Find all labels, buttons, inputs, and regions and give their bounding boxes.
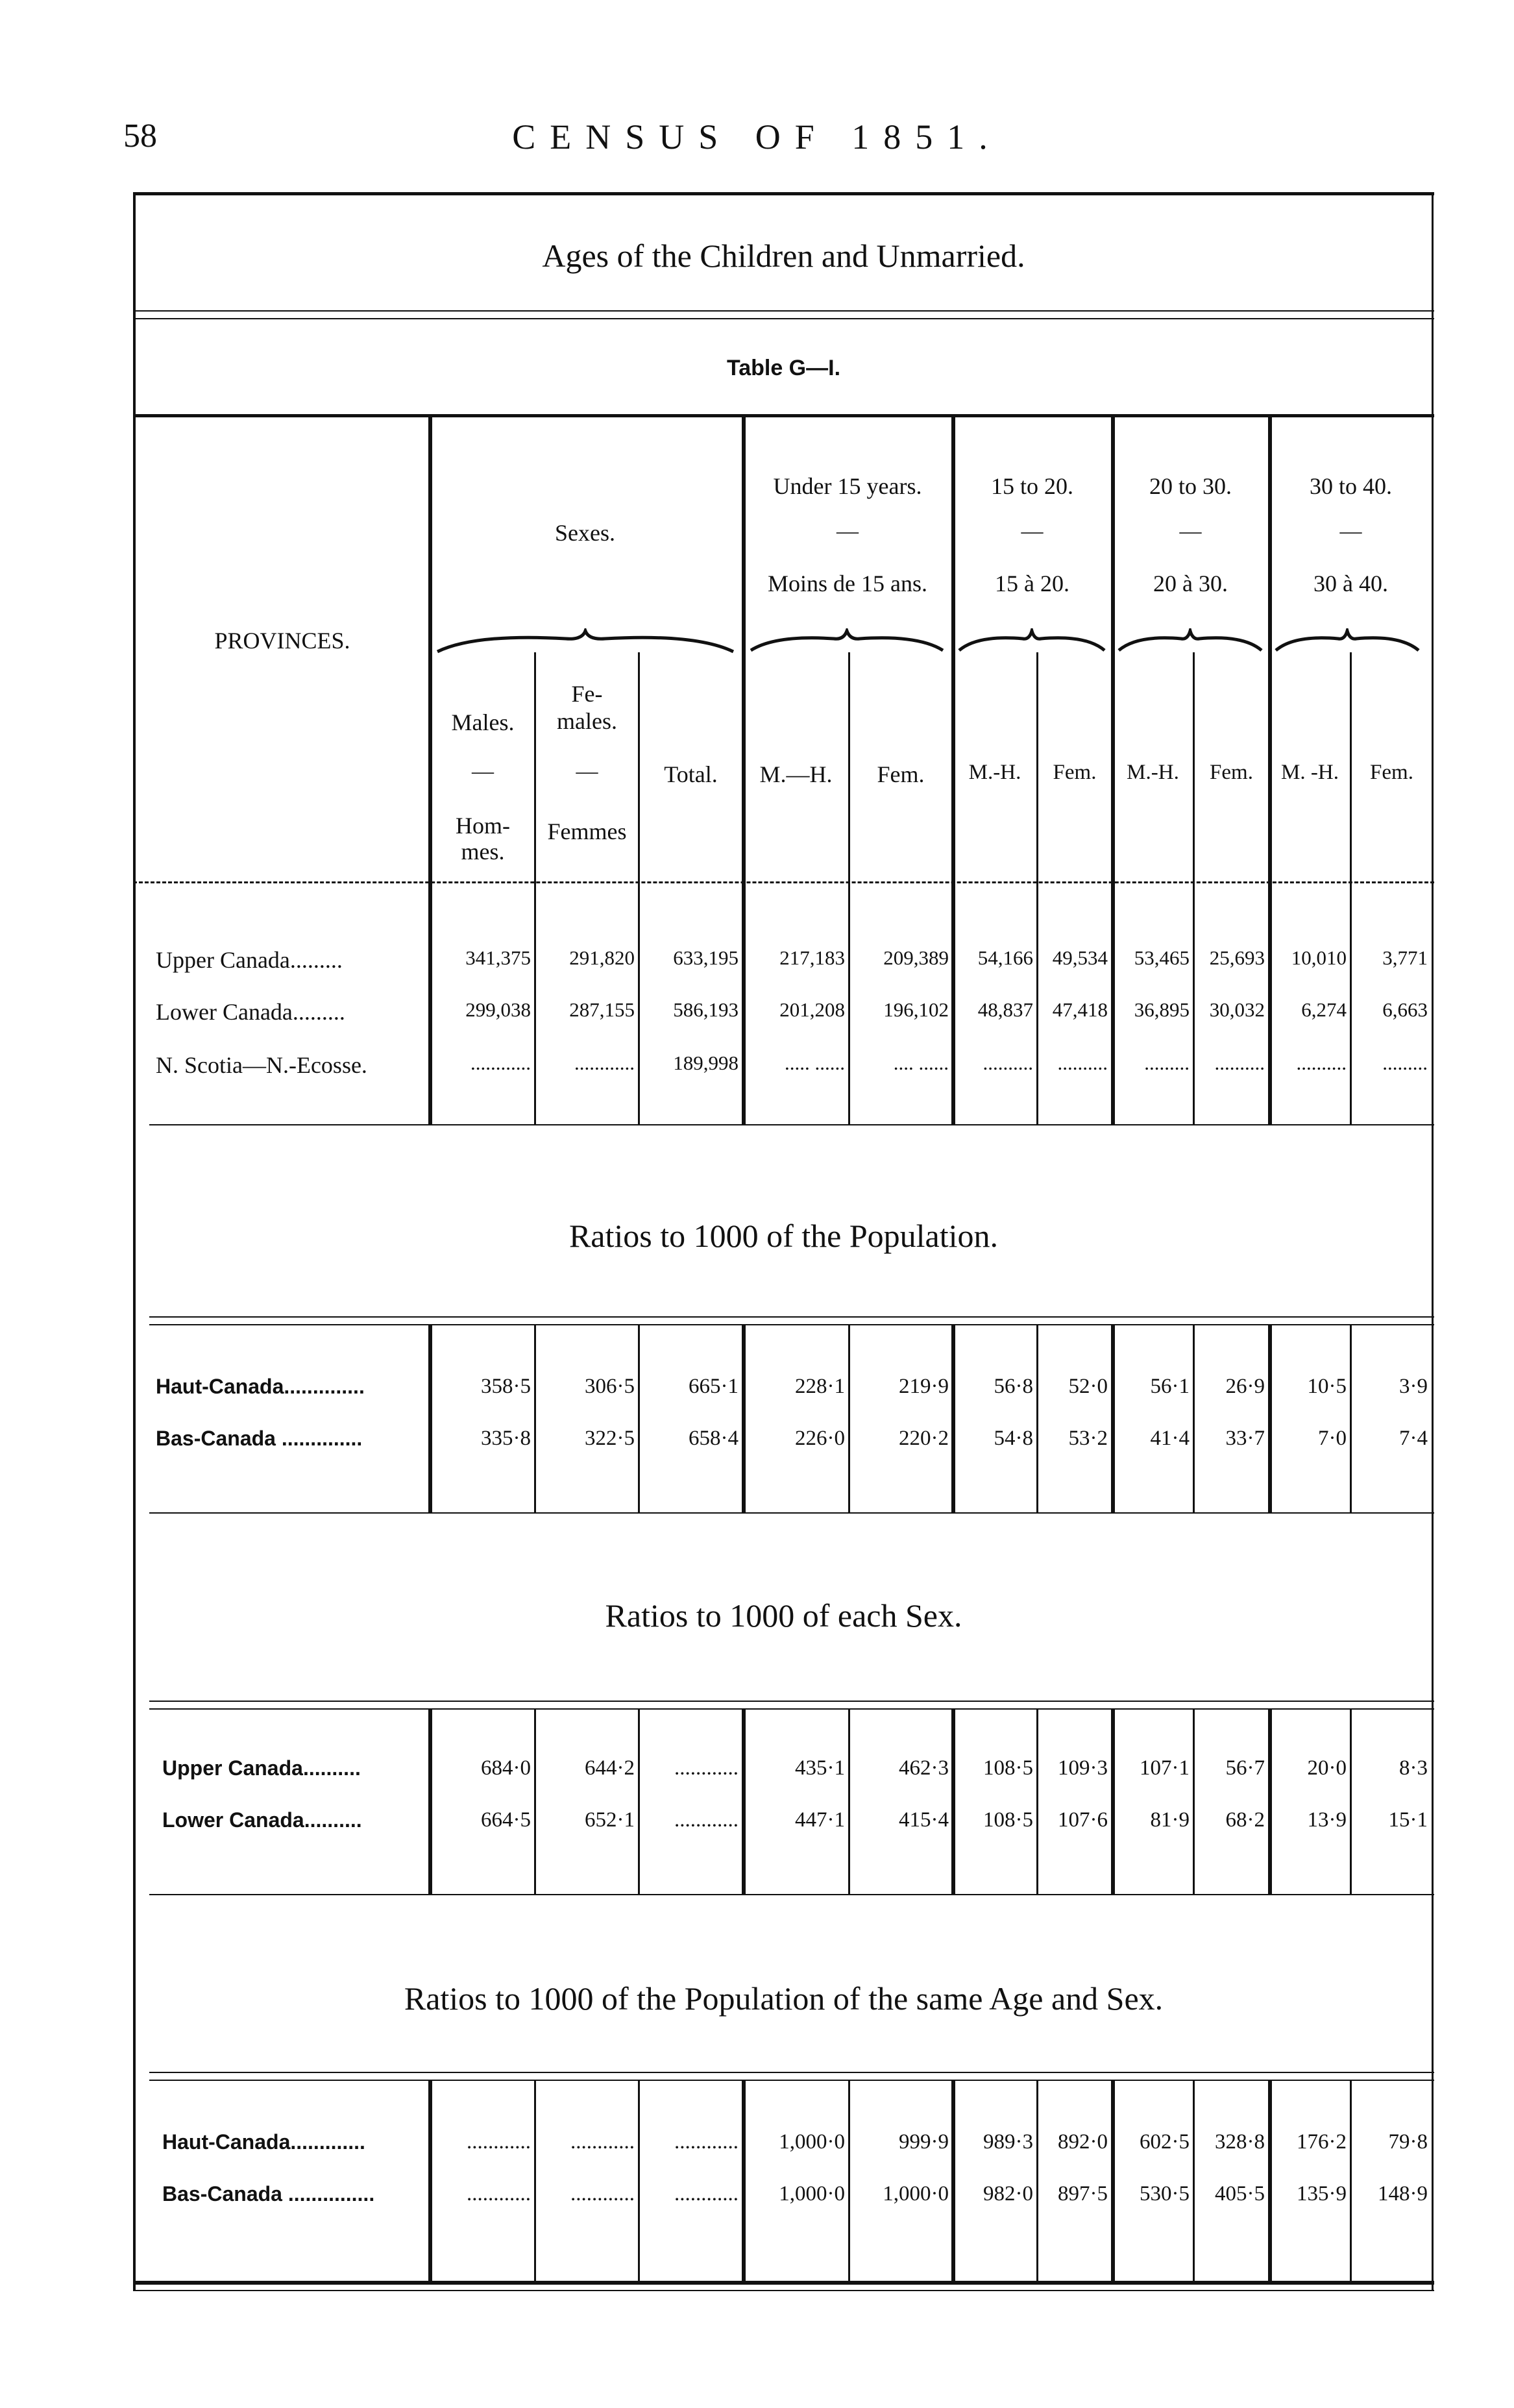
table-cell: ............: [570, 2182, 635, 2205]
females-fr-header: Femmes: [547, 818, 627, 844]
table-cell: 1,000·0: [779, 2130, 845, 2154]
table-cell: 56·8: [994, 1375, 1033, 1398]
table-cell: 52·0: [1068, 1375, 1108, 1398]
table-cell: 8·3: [1399, 1756, 1428, 1780]
table-cell: 47,418: [1052, 998, 1108, 1021]
age-20-30-en: 20 to 30.: [1149, 473, 1232, 499]
table-cell: 176·2: [1297, 2130, 1347, 2154]
table-cell: 358·5: [481, 1375, 531, 1398]
col-divider: [638, 1710, 640, 1894]
table-cell: 10·5: [1307, 1375, 1347, 1398]
table-cell: ............: [570, 2130, 635, 2154]
age-under15-en: Under 15 years.: [773, 473, 922, 499]
table-cell: 20·0: [1307, 1756, 1347, 1780]
table-cell: 15·1: [1388, 1808, 1428, 1832]
col-divider: [428, 1710, 432, 1894]
row-label: Haut-Canada.............: [162, 2130, 365, 2154]
table-cell: 644·2: [585, 1756, 635, 1780]
col-divider: [1268, 2081, 1272, 2281]
table-cell: ..........: [1214, 1051, 1265, 1074]
subcol-mh-4: M. -H.: [1281, 761, 1339, 784]
table-cell: 3·9: [1399, 1375, 1428, 1398]
table-cell: 108·5: [983, 1808, 1033, 1832]
table-cell: 196,102: [883, 998, 949, 1021]
table-cell: 999·9: [899, 2130, 949, 2154]
header-top-rule: [133, 414, 1434, 417]
row-label: N. Scotia—N.-Ecosse.: [156, 1052, 367, 1078]
subcol-mh-3: M.-H.: [1127, 761, 1179, 784]
table-cell: 405·5: [1215, 2182, 1265, 2205]
table-cell: 79·8: [1388, 2130, 1428, 2154]
males-fr-header: Hom- mes.: [456, 813, 510, 865]
col-divider: [848, 2081, 850, 2281]
row-label: Lower Canada..........: [162, 1808, 362, 1832]
subcol-fem-4: Fem.: [1370, 761, 1413, 784]
col-divider: [742, 1325, 746, 1512]
table-cell: ............: [674, 1808, 739, 1832]
table-cell: 892·0: [1058, 2130, 1108, 2154]
col-divider: [428, 1325, 432, 1512]
section-1-bottom-rule: [149, 1124, 1434, 1125]
col-divider: [742, 2081, 746, 2281]
table-cell: 226·0: [795, 1427, 845, 1450]
section-3-title: Ratios to 1000 of each Sex.: [605, 1597, 962, 1634]
table-cell: 217,183: [779, 946, 845, 969]
table-cell: 56·7: [1225, 1756, 1265, 1780]
age-15-20-en: 15 to 20.: [990, 473, 1073, 499]
table-cell: 897·5: [1058, 2182, 1108, 2205]
col-divider: [742, 1710, 746, 1894]
title-rule: [133, 310, 1434, 319]
table-cell: 435·1: [795, 1756, 845, 1780]
col-divider: [1193, 2081, 1195, 2281]
table-cell: 54,166: [977, 946, 1033, 969]
section-3-rule: [149, 1701, 1434, 1710]
table-cell: 13·9: [1307, 1808, 1347, 1832]
table-cell: 36,895: [1134, 998, 1190, 1021]
table-cell: ............: [574, 1051, 635, 1074]
table-cell: 341,375: [465, 946, 531, 969]
table-cell: 989·3: [983, 2130, 1033, 2154]
table-cell: 7·4: [1399, 1427, 1428, 1450]
col-divider: [1268, 1325, 1272, 1512]
table-cell: 982·0: [983, 2182, 1033, 2205]
table-cell: 219·9: [899, 1375, 949, 1398]
subcol-fem-1: Fem.: [877, 761, 925, 787]
row-label: Lower Canada.........: [156, 999, 345, 1025]
table-cell: 652·1: [585, 1808, 635, 1832]
table-cell: 68·2: [1225, 1808, 1265, 1832]
table-cell: 602·5: [1140, 2130, 1190, 2154]
provinces-header: PROVINCES.: [214, 628, 350, 654]
table-cell: ............: [674, 2130, 739, 2154]
col-divider: [638, 1325, 640, 1512]
table-cell: 30,032: [1209, 998, 1265, 1021]
table-cell: 135·9: [1297, 2182, 1347, 2205]
males-header: Males.: [451, 709, 515, 735]
table-cell: 26·9: [1225, 1375, 1265, 1398]
table-cell: 462·3: [899, 1756, 949, 1780]
bottom-rule: [133, 2281, 1434, 2285]
table-cell: 447·1: [795, 1808, 845, 1832]
males-dash: —: [472, 759, 494, 783]
top-rule: [133, 192, 1434, 195]
table-cell: 109·3: [1058, 1756, 1108, 1780]
table-cell: 530·5: [1140, 2182, 1190, 2205]
table-cell: 1,000·0: [779, 2182, 845, 2205]
col-divider: [848, 1710, 850, 1894]
table-cell: 41·4: [1150, 1427, 1190, 1450]
table-cell: ............: [674, 1756, 739, 1780]
table-cell: ..........: [983, 1051, 1033, 1074]
table-cell: 107·1: [1140, 1756, 1190, 1780]
table-cell: 25,693: [1209, 946, 1265, 969]
table-cell: 322·5: [585, 1427, 635, 1450]
table-cell: 148·9: [1378, 2182, 1428, 2205]
table-cell: 53,465: [1134, 946, 1190, 969]
table-cell: 81·9: [1150, 1808, 1190, 1832]
sexes-brace: [436, 628, 735, 654]
table-cell: ............: [470, 1051, 531, 1074]
col-divider: [1111, 2081, 1115, 2281]
table-cell: 633,195: [673, 946, 739, 969]
row-label: Bas-Canada ...............: [162, 2182, 375, 2205]
section-3-bottom-rule: [149, 1894, 1434, 1895]
age-30-40-fr: 30 à 40.: [1313, 571, 1388, 596]
running-head: CENSUS OF 1851.: [512, 117, 1002, 156]
table-cell: 53·2: [1068, 1427, 1108, 1450]
row-label: Bas-Canada ..............: [156, 1427, 363, 1450]
col-divider: [428, 2081, 432, 2281]
col-divider: [1193, 1710, 1195, 1894]
table-cell: 201,208: [779, 998, 845, 1021]
table-cell: 665·1: [689, 1375, 739, 1398]
col-divider: [534, 2081, 536, 2281]
table-cell: 658·4: [689, 1427, 739, 1450]
col-divider: [534, 1710, 536, 1894]
col-divider: [1350, 2081, 1352, 2281]
females-header: Fe- males.: [557, 681, 617, 734]
col-divider: [1193, 1325, 1195, 1512]
col-divider: [638, 2081, 640, 2281]
table-cell: ..........: [1057, 1051, 1108, 1074]
age-brace-2: [958, 628, 1106, 654]
total-header: Total.: [664, 761, 718, 787]
sexes-header: Sexes.: [555, 520, 615, 546]
table-cell: .........: [1144, 1051, 1190, 1074]
col-divider: [1111, 1325, 1115, 1512]
table-cell: .... ......: [893, 1051, 949, 1074]
table-cell: 3,771: [1382, 946, 1428, 969]
table-cell: 49,534: [1052, 946, 1108, 969]
table-cell: 335·8: [481, 1427, 531, 1450]
age-brace-3: [1117, 628, 1263, 654]
table-cell: 1,000·0: [883, 2182, 949, 2205]
table-cell: 299,038: [465, 998, 531, 1021]
age-brace-1: [750, 628, 944, 654]
col-divider: [1350, 1325, 1352, 1512]
table-title: Ages of the Children and Unmarried.: [542, 238, 1025, 274]
table-cell: 189,998: [673, 1051, 739, 1074]
age-30-40-en: 30 to 40.: [1309, 473, 1392, 499]
table-cell: ............: [467, 2130, 531, 2154]
table-cell: 684·0: [481, 1756, 531, 1780]
table-cell: 10,010: [1291, 946, 1347, 969]
table-cell: 328·8: [1215, 2130, 1265, 2154]
table-cell: .........: [1382, 1051, 1428, 1074]
col-divider: [1036, 1325, 1038, 1512]
table-cell: 6,663: [1382, 998, 1428, 1021]
table-cell: 287,155: [569, 998, 635, 1021]
table-cell: 228·1: [795, 1375, 845, 1398]
table-cell: 586,193: [673, 998, 739, 1021]
table-cell: 56·1: [1150, 1375, 1190, 1398]
table-cell: 54·8: [994, 1427, 1033, 1450]
row-label: Haut-Canada..............: [156, 1375, 365, 1398]
age-brace-4: [1275, 628, 1420, 654]
section-4-title: Ratios to 1000 of the Population of the same Age and Sex.: [404, 1980, 1164, 2017]
bottom-rule-thin: [133, 2290, 1434, 2291]
table-label: Table G—I.: [726, 356, 841, 380]
page-number: 58: [123, 117, 157, 154]
row-label: Upper Canada.........: [156, 947, 343, 973]
table-cell: 415·4: [899, 1808, 949, 1832]
col-divider: [951, 1325, 955, 1512]
col-divider: [1350, 1710, 1352, 1894]
table-cell: 48,837: [977, 998, 1033, 1021]
section-2-bottom-rule: [149, 1512, 1434, 1514]
table-cell: 306·5: [585, 1375, 635, 1398]
section-2-rule: [149, 1316, 1434, 1325]
table-cell: 220·2: [899, 1427, 949, 1450]
table-cell: 7·0: [1318, 1427, 1347, 1450]
header-bottom-rule: [133, 881, 1434, 883]
col-divider: [951, 2081, 955, 2281]
table-cell: 209,389: [883, 946, 949, 969]
col-divider: [1111, 1710, 1115, 1894]
col-divider: [951, 1710, 955, 1894]
table-cell: 664·5: [481, 1808, 531, 1832]
age-under15-fr: Moins de 15 ans.: [768, 571, 927, 596]
table-cell: ..... ......: [785, 1051, 845, 1074]
subcol-mh-2: M.-H.: [968, 761, 1021, 784]
section-4-rule: [149, 2072, 1434, 2081]
section-2-title: Ratios to 1000 of the Population.: [568, 1218, 999, 1254]
col-divider: [534, 1325, 536, 1512]
age-30-40-dash: —: [1339, 519, 1362, 543]
table-cell: 6,274: [1301, 998, 1347, 1021]
table-cell: 107·6: [1058, 1808, 1108, 1832]
col-divider: [1036, 2081, 1038, 2281]
age-20-30-fr: 20 à 30.: [1153, 571, 1228, 596]
subcol-fem-3: Fem.: [1210, 761, 1253, 784]
subcol-mh-1: M.—H.: [759, 761, 833, 787]
age-20-30-dash: —: [1179, 519, 1202, 543]
subcol-fem-2: Fem.: [1053, 761, 1097, 784]
table-cell: 291,820: [569, 946, 635, 969]
row-label: Upper Canada..........: [162, 1756, 361, 1780]
table-cell: ............: [674, 2182, 739, 2205]
age-15-20-dash: —: [1021, 519, 1044, 543]
females-dash: —: [576, 759, 598, 783]
table-cell: ............: [467, 2182, 531, 2205]
col-divider: [1036, 1710, 1038, 1894]
table-cell: ..........: [1296, 1051, 1347, 1074]
age-15-20-fr: 15 à 20.: [995, 571, 1069, 596]
age-under15-dash: —: [836, 519, 859, 543]
col-divider: [1268, 1710, 1272, 1894]
table-cell: 108·5: [983, 1756, 1033, 1780]
col-divider: [848, 1325, 850, 1512]
table-cell: 33·7: [1225, 1427, 1265, 1450]
